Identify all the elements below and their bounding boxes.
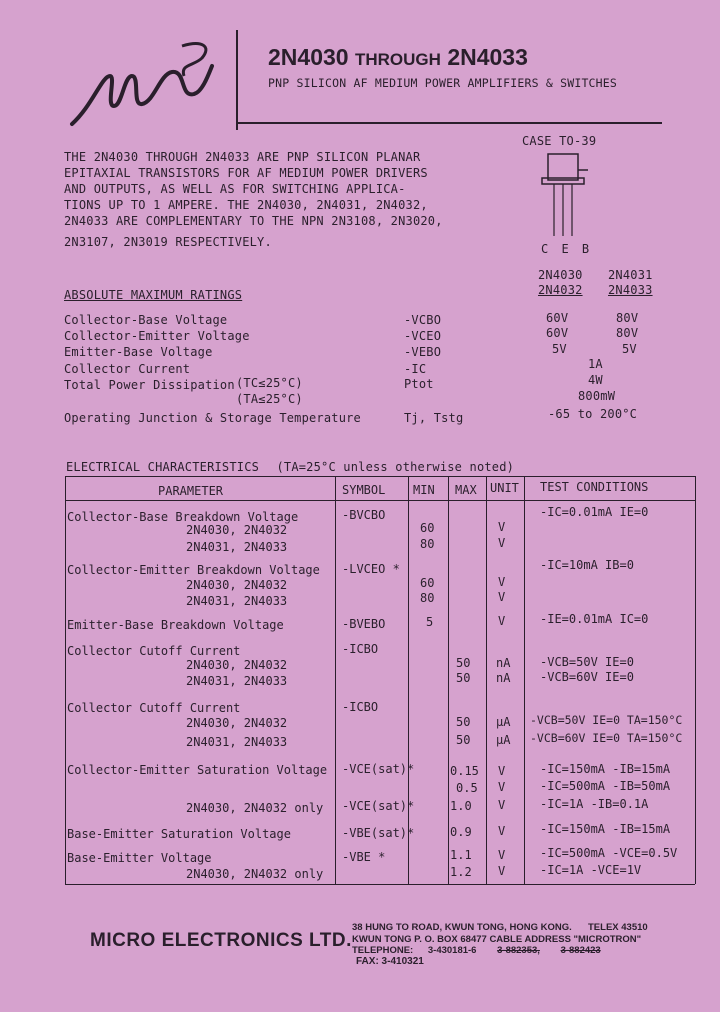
- table-row-param: 2N4030, 2N4032: [186, 658, 288, 672]
- table-row-unit: V: [498, 864, 506, 878]
- rating-value: 60V: [546, 311, 569, 325]
- rating-value: 4W: [588, 373, 603, 387]
- table-row-unit: V: [498, 764, 506, 778]
- table-row-param: Collector Cutoff Current: [67, 701, 241, 715]
- fax: FAX: 3-410321: [356, 956, 424, 967]
- table-row-unit: V: [498, 798, 506, 812]
- description-line: THE 2N4030 THROUGH 2N4033 ARE PNP SILICON PLANAR: [64, 150, 421, 164]
- rating-symbol: -VEBO: [404, 345, 442, 359]
- title-through: THROUGH: [354, 50, 441, 69]
- table-row-cond: -IC=10mA IB=0: [540, 558, 634, 572]
- table-row-max: 1.1: [450, 848, 472, 862]
- case-label: CASE TO-39: [522, 134, 597, 148]
- description-line: 2N3107, 2N3019 RESPECTIVELY.: [64, 235, 272, 249]
- rating-value: 1A: [588, 357, 603, 371]
- table-row-cond: -IC=500mA -VCE=0.5V: [540, 846, 678, 860]
- table-row-param: 2N4030, 2N4032: [186, 523, 288, 537]
- electrical-heading: [66, 460, 514, 474]
- table-row-symbol: -LVCEO *: [342, 562, 400, 576]
- rating-param: Collector-Base Voltage: [64, 313, 228, 327]
- table-row-param: 2N4030, 2N4032: [186, 716, 288, 730]
- ratings-col1-bottom: 2N4032: [538, 283, 583, 297]
- table-row-symbol: -VCE(sat)*: [342, 799, 415, 813]
- rating-value: 60V: [546, 326, 569, 340]
- page-title: [268, 44, 528, 71]
- table-row-min: 60: [420, 576, 435, 590]
- table-row-cond: -VCB=50V IE=0 TA=150°C: [530, 713, 683, 727]
- rating-symbol: -VCBO: [404, 313, 442, 327]
- rating-value: 800mW: [578, 389, 616, 403]
- table-row-max: 1.0: [450, 799, 472, 813]
- telephone: [352, 945, 601, 956]
- table-row-cond: -VCB=60V IE=0: [540, 670, 634, 684]
- table-row-param: 2N4031, 2N4033: [186, 594, 288, 608]
- table-row-param: 2N4030, 2N4032 only: [186, 801, 324, 815]
- table-row-param: Collector-Emitter Breakdown Voltage: [67, 563, 320, 577]
- table-row-symbol: -BVCBO: [342, 508, 386, 522]
- table-row-min: 80: [420, 591, 435, 605]
- telephone-label: TELEPHONE:: [352, 945, 414, 956]
- telephone-1: 3-430181-6: [427, 945, 477, 956]
- table-row-symbol: -VBE(sat)*: [342, 826, 415, 840]
- table-row-cond: -IC=1A -IB=0.1A: [540, 797, 649, 811]
- table-row-unit: nA: [496, 656, 511, 670]
- ratings-col1-top: 2N4030: [538, 268, 583, 282]
- table-row-param: Collector-Base Breakdown Voltage: [67, 510, 299, 524]
- column-header: PARAMETER: [158, 484, 224, 498]
- ratings-heading: ABSOLUTE MAXIMUM RATINGS: [64, 288, 243, 302]
- column-header: UNIT: [490, 481, 519, 495]
- rating-param: Total Power Dissipation: [64, 378, 235, 392]
- table-row-unit: V: [498, 824, 506, 838]
- table-row-param: Collector-Emitter Saturation Voltage: [67, 763, 328, 777]
- telephone-3: 3-882423: [560, 945, 601, 956]
- table-row-param: Collector Cutoff Current: [67, 644, 241, 658]
- table-row-unit: µA: [496, 733, 511, 747]
- rating-param: Emitter-Base Voltage: [64, 345, 213, 359]
- table-row-unit: V: [498, 520, 506, 534]
- table-row-cond: -IC=0.01mA IE=0: [540, 505, 649, 519]
- table-row-unit: V: [498, 536, 506, 550]
- table-row-symbol: -BVEBO: [342, 617, 386, 631]
- telephone-2: 3-882353,: [497, 945, 540, 956]
- table-row-unit: V: [498, 848, 506, 862]
- table-row-symbol: -VCE(sat)*: [342, 762, 415, 776]
- electrical-heading-text: ELECTRICAL CHARACTERISTICS: [66, 460, 260, 474]
- table-row-cond: -VCB=50V IE=0: [540, 655, 634, 669]
- table-row-unit: V: [498, 614, 506, 628]
- rating-symbol: Tj, Tstg: [404, 411, 464, 425]
- rating-value: -65 to 200°C: [548, 407, 638, 421]
- ratings-col2-top: 2N4031: [608, 268, 653, 282]
- rating-cond: (TA≤25°C): [236, 392, 303, 406]
- description-line: TIONS UP TO 1 AMPERE. THE 2N4030, 2N4031, 2N4032,: [64, 198, 428, 212]
- table-row-cond: -IC=150mA -IB=15mA: [540, 762, 671, 776]
- table-row-max: 0.9: [450, 825, 472, 839]
- description-line: AND OUTPUTS, AS WELL AS FOR SWITCHING APPLICA-: [64, 182, 406, 196]
- table-row-unit: nA: [496, 671, 511, 685]
- rating-value: 80V: [616, 311, 639, 325]
- telex: TELEX 43510: [588, 922, 648, 933]
- address-line2: KWUN TONG P. O. BOX 68477 CABLE ADDRESS "MICROTRON": [352, 934, 642, 945]
- rating-symbol: -VCEO: [404, 329, 442, 343]
- table-row-param: 2N4031, 2N4033: [186, 674, 288, 688]
- case-pins: C E B: [541, 242, 593, 256]
- table-row-param: 2N4030, 2N4032 only: [186, 867, 324, 881]
- rating-symbol: Ptot: [404, 377, 434, 391]
- title-part2: 2N4033: [447, 44, 528, 70]
- table-row-min: 80: [420, 537, 435, 551]
- description-line: 2N4033 ARE COMPLEMENTARY TO THE NPN 2N3108, 2N3020,: [64, 214, 443, 228]
- column-header: TEST CONDITIONS: [540, 480, 649, 494]
- logo-text: ME: [62, 21, 82, 40]
- table-row-cond: -VCB=60V IE=0 TA=150°C: [530, 731, 683, 745]
- table-row-min: 5: [426, 615, 434, 629]
- rating-param: Collector-Emitter Voltage: [64, 329, 250, 343]
- column-header: MIN: [413, 483, 435, 497]
- table-row-symbol: -VBE *: [342, 850, 386, 864]
- transistor-case-drawing: [536, 150, 596, 242]
- table-row-cond: -IC=1A -VCE=1V: [540, 863, 642, 877]
- rating-value: 5V: [552, 342, 567, 356]
- table-row-param: 2N4031, 2N4033: [186, 735, 288, 749]
- column-header: SYMBOL: [342, 483, 386, 497]
- table-row-max: 50: [456, 671, 471, 685]
- table-row-param: Emitter-Base Breakdown Voltage: [67, 618, 284, 632]
- company-name: MICRO ELECTRONICS LTD.: [90, 930, 352, 951]
- rating-value: 80V: [616, 326, 639, 340]
- table-row-param: 2N4030, 2N4032: [186, 578, 288, 592]
- rating-symbol: -IC: [404, 362, 427, 376]
- table-row-symbol: -ICBO: [342, 700, 379, 714]
- table-row-cond: -IC=500mA -IB=50mA: [540, 779, 671, 793]
- rating-value: 5V: [622, 342, 637, 356]
- table-row-max: 0.15: [450, 764, 479, 778]
- table-row-max: 0.5: [456, 781, 478, 795]
- table-row-max: 50: [456, 733, 471, 747]
- table-row-param: 2N4031, 2N4033: [186, 540, 288, 554]
- table-row-unit: V: [498, 780, 506, 794]
- table-row-max: 50: [456, 656, 471, 670]
- table-row-max: 50: [456, 715, 471, 729]
- table-row-param: Base-Emitter Voltage: [67, 851, 212, 865]
- rating-param: Operating Junction & Storage Temperature: [64, 411, 361, 425]
- rating-param: Collector Current: [64, 362, 191, 376]
- description-line: EPITAXIAL TRANSISTORS FOR AF MEDIUM POWER DRIVERS: [64, 166, 428, 180]
- table-row-symbol: -ICBO: [342, 642, 379, 656]
- table-row-cond: -IE=0.01mA IC=0: [540, 612, 649, 626]
- column-header: MAX: [455, 483, 477, 497]
- subtitle: PNP SILICON AF MEDIUM POWER AMPLIFIERS & SWITCHES: [268, 76, 618, 90]
- title-part1: 2N4030: [268, 44, 349, 70]
- table-row-max: 1.2: [450, 865, 472, 879]
- table-row-cond: -IC=150mA -IB=15mA: [540, 822, 671, 836]
- table-row-unit: V: [498, 575, 506, 589]
- table-row-param: Base-Emitter Saturation Voltage: [67, 827, 291, 841]
- table-row-min: 60: [420, 521, 435, 535]
- electrical-heading-cond: (TA=25°C unless otherwise noted): [276, 460, 515, 474]
- address-line1: 38 HUNG TO ROAD, KWUN TONG, HONG KONG.: [352, 922, 572, 933]
- logo: [62, 21, 222, 132]
- table-row-unit: V: [498, 590, 506, 604]
- table-row-unit: µA: [496, 715, 511, 729]
- ratings-col2-bottom: 2N4033: [608, 283, 653, 297]
- rating-cond: (TC≤25°C): [236, 376, 303, 390]
